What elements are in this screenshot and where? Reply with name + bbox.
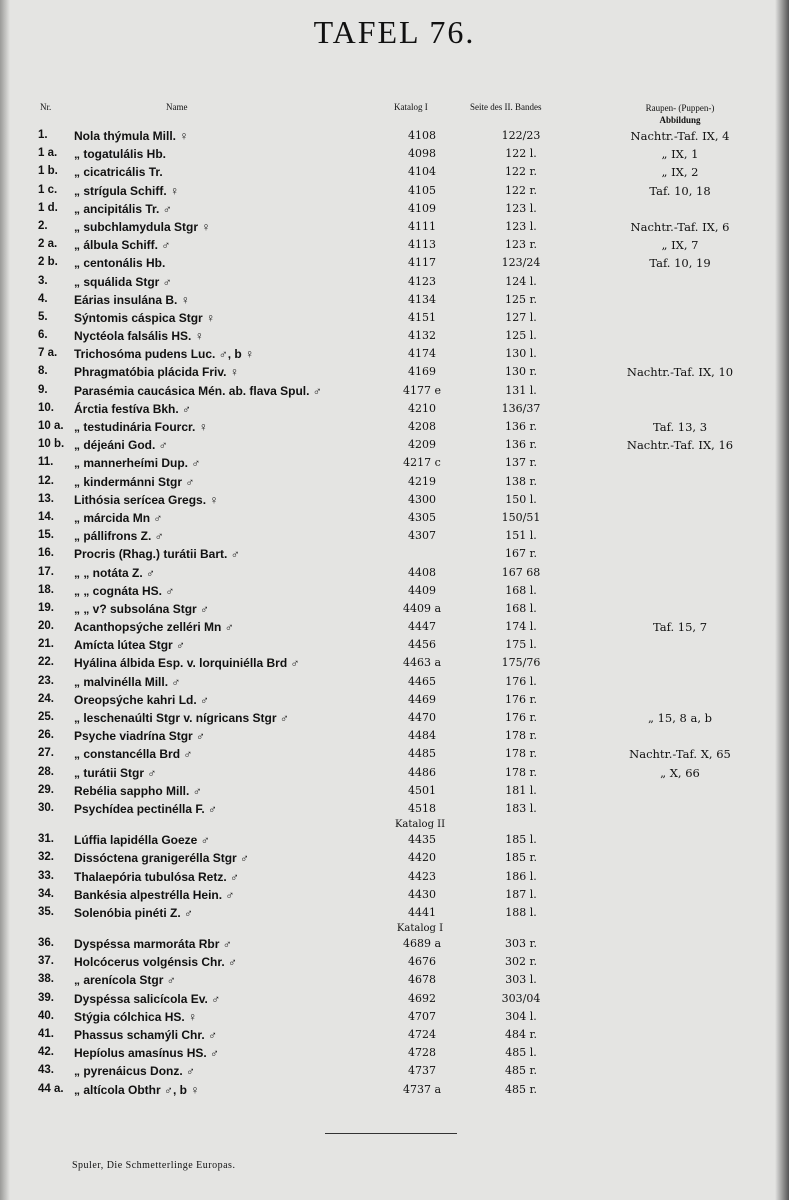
row-number: 1. <box>38 129 48 141</box>
illustration-reference: Taf. 10, 19 <box>649 256 711 271</box>
table-row <box>0 328 789 346</box>
species-name: „ strígula Schiff. ♀ <box>74 183 180 198</box>
table-row <box>0 583 789 601</box>
page-reference: 303 l. <box>505 973 537 987</box>
katalog-number: 4737 a <box>402 1082 442 1096</box>
row-number: 23. <box>38 674 54 687</box>
illustration-reference: Taf. 10, 18 <box>649 183 711 198</box>
species-name: „ togatuláІis Hb. <box>74 147 167 162</box>
page-reference: 123/24 <box>501 256 541 270</box>
table-row <box>0 237 789 255</box>
row-number: 6. <box>38 329 48 342</box>
katalog-number: 4676 <box>408 955 436 969</box>
page-reference: 136/37 <box>501 401 541 415</box>
katalog-number: 4518 <box>408 801 436 815</box>
catalog-subheading <box>0 923 789 936</box>
katalog-number: 4111 <box>408 219 436 233</box>
page-reference: 176 l. <box>505 674 537 688</box>
species-name: Hyálina álbida Esp. v. lorquiniélla Brd ♂ <box>74 656 300 671</box>
table-row <box>0 364 789 382</box>
table-header <box>0 102 789 130</box>
table-row <box>0 492 789 510</box>
katalog-number: 4463 a <box>402 656 442 670</box>
row-number: 26. <box>38 729 54 742</box>
species-name: „ álbula Schiff. ♂ <box>74 238 171 253</box>
katalog-number: 4441 <box>408 905 436 919</box>
species-name: Stýgia cólchica HS. ♀ <box>74 1009 198 1024</box>
row-number: 17. <box>38 565 54 578</box>
species-name: „ cicatricális Tr. <box>74 165 163 180</box>
katalog-number: 4123 <box>408 274 436 288</box>
species-name: Holcócerus volgénsis Chr. ♂ <box>74 955 238 970</box>
table-row <box>0 991 789 1009</box>
katalog-number: 4105 <box>408 183 436 197</box>
species-name: Psychídea pectinélla F. ♂ <box>74 801 218 816</box>
katalog-number: 4132 <box>408 329 436 343</box>
species-name: Nola thýmula Mill. ♀ <box>74 129 189 143</box>
table-row <box>0 292 789 310</box>
table-row <box>0 164 789 182</box>
species-name: Amícta lútea Stgr ♂ <box>74 638 186 653</box>
species-name: Thalaepória tubulósa Retz. ♂ <box>74 869 240 884</box>
katalog-number: 4408 <box>408 565 436 579</box>
page-reference: 168 l. <box>505 601 537 615</box>
katalog-number: 4134 <box>408 292 436 306</box>
katalog-number: 4109 <box>408 201 436 215</box>
table-row <box>0 346 789 364</box>
row-number: 10 a. <box>38 420 64 432</box>
page-reference: 136 r. <box>504 420 538 433</box>
page-reference: 122/23 <box>501 129 541 142</box>
page-reference: 122 r. <box>504 183 538 197</box>
table-row <box>0 783 789 801</box>
species-name: Hepíolus amasínus HS. ♂ <box>74 1046 220 1061</box>
table-row <box>0 692 789 710</box>
row-number: 12. <box>38 474 54 487</box>
katalog-number: 4113 <box>408 238 436 252</box>
katalog-number: 4689 a <box>402 937 442 951</box>
page-reference: 302 r. <box>504 955 538 969</box>
species-name: „ arenícola Stgr ♂ <box>74 973 176 988</box>
species-name: Eárias insulána B. ♀ <box>74 292 190 307</box>
row-number: 1 a. <box>38 147 58 160</box>
page-reference: 168 l. <box>505 583 537 597</box>
page-reference: 484 r. <box>504 1028 538 1041</box>
row-number: 11. <box>38 456 54 469</box>
katalog-number: 4423 <box>408 869 436 883</box>
page-reference: 485 r. <box>504 1082 538 1096</box>
page-reference: 138 r. <box>504 474 538 488</box>
row-number: 32. <box>38 851 54 864</box>
row-number: 14. <box>38 510 54 523</box>
table-row <box>0 437 789 455</box>
row-number: 42. <box>38 1046 54 1059</box>
page-reference: 178 r. <box>504 747 538 761</box>
katalog-number: 4501 <box>408 783 436 797</box>
row-number: 19. <box>38 601 54 614</box>
katalog-number: 4465 <box>408 674 436 688</box>
species-name: „ kindermánni Stgr ♂ <box>74 474 195 489</box>
page-reference: 178 r. <box>504 765 538 779</box>
row-number: 16. <box>38 547 54 560</box>
row-number: 1 d. <box>38 201 58 214</box>
row-number: 39. <box>38 991 54 1004</box>
page-reference: 485 r. <box>504 1064 538 1078</box>
illustration-reference: „ IX, 1 <box>661 147 699 162</box>
katalog-number: 4435 <box>408 833 436 847</box>
species-name: Sýntomis cáspica Stgr ♀ <box>74 310 216 325</box>
katalog-number: 4486 <box>408 765 436 779</box>
page-reference: 123 l. <box>505 201 537 215</box>
page-reference: 136 r. <box>504 438 538 452</box>
table-row <box>0 219 789 237</box>
row-number: 9. <box>38 383 48 396</box>
katalog-number: 4174 <box>408 347 436 361</box>
species-name: „ ancipitális Tr. ♂ <box>74 201 172 216</box>
page-reference: 124 l. <box>505 274 537 288</box>
illustration-reference: Nachtr.-Taf. IX, 10 <box>626 365 734 380</box>
divider-rule <box>325 1133 457 1134</box>
row-number: 38. <box>38 973 54 986</box>
species-name: Parasémia caucásica Mén. ab. flava Spul. ♂ <box>74 383 322 398</box>
species-name: Lithósia serícea Gregs. ♀ <box>74 492 219 507</box>
katalog-number: 4728 <box>408 1046 436 1060</box>
species-name: „ pállifrons Z. ♂ <box>74 529 164 544</box>
row-number: 3. <box>38 274 48 287</box>
table-row <box>0 310 789 328</box>
page-reference: 131 l. <box>505 383 537 397</box>
table-row <box>0 954 789 972</box>
species-name: „ turátii Stgr ♂ <box>74 765 157 780</box>
illustration-reference: Taf. 15, 7 <box>652 620 708 635</box>
katalog-number: 4169 <box>408 365 436 379</box>
page-reference: 122 r. <box>504 165 538 179</box>
page-reference: 127 l. <box>505 310 537 324</box>
row-number: 43. <box>38 1064 54 1077</box>
species-name: Nyctéola falsális HS. ♀ <box>74 329 204 344</box>
page-reference: 167 68 <box>501 565 541 579</box>
page-reference: 185 r. <box>504 851 538 865</box>
illustration-reference: Nachtr.-Taf. IX, 16 <box>626 438 734 453</box>
row-number: 20. <box>38 620 54 633</box>
illustration-reference: „ 15, 8 a, b <box>647 711 713 725</box>
table-row <box>0 801 789 819</box>
illustration-reference: Taf. 13, 3 <box>652 420 708 434</box>
table-row <box>0 746 789 764</box>
row-number: 33. <box>38 869 54 882</box>
katalog-number: 4151 <box>408 310 436 324</box>
row-number: 4. <box>38 292 48 305</box>
table-row <box>0 619 789 637</box>
table-row <box>0 972 789 990</box>
katalog-number: 4724 <box>408 1028 436 1041</box>
page-reference: 151 l. <box>505 529 537 543</box>
katalog-number: 4307 <box>408 529 436 543</box>
table-row <box>0 128 789 146</box>
species-name: Dissóctena granigerélla Stgr ♂ <box>74 851 250 866</box>
page-reference: 176 r. <box>504 692 538 706</box>
katalog-number: 4456 <box>408 638 436 652</box>
species-name: Oreopsýche kahri Ld. ♂ <box>74 692 210 707</box>
table-row <box>0 546 789 564</box>
page-reference: 130 r. <box>504 365 538 379</box>
table-row <box>0 765 789 783</box>
katalog-number: 4219 <box>408 474 436 488</box>
species-name: „ squálida Stgr ♂ <box>74 274 172 289</box>
katalog-number: 4707 <box>408 1009 436 1023</box>
row-number: 10 b. <box>38 438 65 451</box>
species-name: „ márcida Mn ♂ <box>74 510 163 525</box>
table-row <box>0 850 789 868</box>
table-row <box>0 1082 789 1100</box>
table-row <box>0 474 789 492</box>
table-row <box>0 183 789 201</box>
species-name: Solenóbia pinéti Z. ♂ <box>74 905 194 920</box>
table-row <box>0 601 789 619</box>
row-number: 2 b. <box>38 256 58 269</box>
page-reference: 188 l. <box>505 905 537 919</box>
page-reference: 186 l. <box>505 869 537 883</box>
species-name: Rebélia sappho Mill. ♂ <box>74 783 202 798</box>
katalog-number: 4208 <box>408 420 436 433</box>
row-number: 25. <box>38 711 54 723</box>
table-row <box>0 1027 789 1045</box>
page-reference: 175/76 <box>501 656 541 670</box>
header-name: Name <box>166 102 188 112</box>
species-name: „ déjeáni God. ♂ <box>74 438 168 453</box>
page-reference: 122 l. <box>505 147 537 161</box>
row-number: 36. <box>38 937 54 950</box>
row-number: 44 a. <box>38 1082 64 1095</box>
page-reference: 150/51 <box>501 510 541 524</box>
species-name: „ mannerheími Dup. ♂ <box>74 456 201 471</box>
page-reference: 187 l. <box>505 887 537 901</box>
row-number: 37. <box>38 955 54 968</box>
species-name: „ malvinélla Mill. ♂ <box>74 674 181 689</box>
katalog-number: 4470 <box>408 711 436 724</box>
row-number: 30. <box>38 801 54 814</box>
katalog-number: 4104 <box>408 165 436 179</box>
page-reference: 183 l. <box>505 801 537 815</box>
table-row <box>0 528 789 546</box>
species-name: „ pyrenáicus Donz. ♂ <box>74 1064 196 1079</box>
species-name: Psyche viadrína Stgr ♂ <box>74 729 206 744</box>
species-name: Acanthopsýche zelléri Mn ♂ <box>74 620 234 635</box>
row-number: 34. <box>38 887 54 900</box>
katalog-number: 4737 <box>408 1064 436 1078</box>
page-reference: 178 r. <box>504 729 538 743</box>
header-nr: Nr. <box>40 102 52 112</box>
species-name: „ constancélla Brd ♂ <box>74 747 193 762</box>
katalog-number: 4678 <box>408 973 436 987</box>
page-reference: 181 l. <box>505 783 537 797</box>
header-raupen <box>606 102 754 126</box>
table-row <box>0 1045 789 1063</box>
row-number: 27. <box>38 747 54 760</box>
page-reference: 125 r. <box>504 292 538 306</box>
species-name: Dyspéssa marmoráta Rbr ♂ <box>74 937 232 952</box>
table-row <box>0 201 789 219</box>
page-reference: 304 l. <box>505 1009 537 1023</box>
katalog-number: 4430 <box>408 887 436 901</box>
catalog-subheading-label: Katalog I <box>396 923 444 935</box>
row-number: 2. <box>38 219 48 232</box>
katalog-number: 4485 <box>408 747 436 761</box>
page-reference: 175 l. <box>505 638 537 652</box>
table-row <box>0 637 789 655</box>
illustration-reference: „ IX, 7 <box>661 238 699 253</box>
row-number: 24. <box>38 692 54 705</box>
table-row <box>0 1009 789 1027</box>
page-reference: 137 r. <box>504 456 538 470</box>
row-number: 29. <box>38 783 54 796</box>
species-name: Lúffia lapidélla Goeze ♂ <box>74 833 210 848</box>
header-seite: Seite des II. Bandes <box>470 102 542 112</box>
species-name: „ altícola Obthr ♂, b ♀ <box>74 1082 200 1097</box>
page-reference: 185 l. <box>505 833 537 847</box>
page-reference: 123 l. <box>505 219 537 233</box>
species-name: Procris (Rhag.) turátii Bart. ♂ <box>74 547 240 562</box>
header-abbildung: Abbildung <box>659 115 701 125</box>
table-row <box>0 146 789 164</box>
page-reference: 167 r. <box>504 547 538 561</box>
row-number: 1 c. <box>38 183 58 196</box>
species-name: Árctia festíva Bkh. ♂ <box>74 401 192 416</box>
katalog-number: 4409 a <box>402 601 442 615</box>
row-number: 35. <box>38 905 54 918</box>
species-table <box>0 128 789 1100</box>
page-reference: 123 r. <box>504 238 538 252</box>
species-name: „ centonális Hb. <box>74 256 166 271</box>
table-row <box>0 455 789 473</box>
table-row <box>0 869 789 887</box>
species-name: Phassus schamýli Chr. ♂ <box>74 1028 218 1042</box>
katalog-number: 4210 <box>408 401 436 415</box>
row-number: 10. <box>38 401 54 414</box>
row-number: 7 a. <box>38 347 58 360</box>
page-reference: 174 l. <box>505 620 537 634</box>
katalog-number: 4209 <box>408 438 436 452</box>
page-reference: 125 l. <box>505 329 537 343</box>
katalog-number: 4409 <box>408 583 436 597</box>
table-row <box>0 936 789 954</box>
species-name: Dyspéssa salicícola Ev. ♂ <box>74 991 221 1006</box>
table-row <box>0 401 789 419</box>
species-name: Trichosóma pudens Luc. ♂, b ♀ <box>74 347 255 362</box>
table-row <box>0 887 789 905</box>
table-row <box>0 710 789 728</box>
katalog-number: 4420 <box>408 851 436 865</box>
illustration-reference: „ IX, 2 <box>661 165 699 180</box>
row-number: 13. <box>38 492 54 505</box>
row-number: 2 a. <box>38 238 58 251</box>
row-number: 31. <box>38 833 54 846</box>
table-row <box>0 255 789 273</box>
table-row <box>0 905 789 923</box>
row-number: 8. <box>38 365 48 378</box>
table-row <box>0 419 789 437</box>
katalog-number: 4447 <box>408 620 436 634</box>
katalog-number: 4300 <box>408 492 436 506</box>
catalog-subheading <box>0 819 789 832</box>
table-row <box>0 674 789 692</box>
katalog-number: 4217 c <box>403 456 441 470</box>
page-reference: 150 l. <box>505 492 537 506</box>
species-name: „ testudinária Fourcr. ♀ <box>74 420 208 434</box>
species-name: „ „ v? subsolána Stgr ♂ <box>74 601 210 616</box>
species-name: „ „ notáta Z. ♂ <box>74 565 155 580</box>
katalog-number: 4469 <box>408 692 436 706</box>
page-title: TAFEL 76. <box>313 14 476 50</box>
species-name: „ leschenaúlti Stgr v. nígricans Stgr ♂ <box>74 711 289 725</box>
page-reference: 485 l. <box>505 1046 537 1060</box>
katalog-number: 4108 <box>408 129 436 142</box>
species-name: „ subchlamydula Stgr ♀ <box>74 219 211 234</box>
table-row <box>0 832 789 850</box>
katalog-number: 4305 <box>408 510 436 524</box>
katalog-number: 4098 <box>408 147 436 161</box>
katalog-number: 4484 <box>408 729 436 743</box>
row-number: 18. <box>38 583 54 596</box>
page-reference: 176 r. <box>504 711 538 724</box>
table-row <box>0 655 789 673</box>
table-row <box>0 274 789 292</box>
katalog-number: 4177 e <box>402 383 441 397</box>
row-number: 40. <box>38 1009 54 1022</box>
row-number: 15. <box>38 529 54 542</box>
katalog-number: 4692 <box>408 991 436 1005</box>
catalog-subheading-label: Katalog II <box>394 819 446 831</box>
row-number: 22. <box>38 656 54 669</box>
header-raupen-line1: Raupen- (Puppen-) <box>645 103 715 113</box>
illustration-reference: Nachtr.-Taf. IX, 6 <box>630 219 730 234</box>
illustration-reference: „ X, 66 <box>660 765 700 780</box>
katalog-number: 4117 <box>408 256 436 270</box>
table-row <box>0 1063 789 1081</box>
footer-citation: Spuler, Die Schmetterlinge Europas. <box>72 1160 236 1171</box>
table-row <box>0 383 789 401</box>
header-katalog: Katalog I <box>394 102 428 112</box>
page-reference: 303 r. <box>504 937 538 951</box>
page-reference: 303/04 <box>501 991 541 1005</box>
illustration-reference: Nachtr.-Taf. X, 65 <box>629 747 731 762</box>
row-number: 41. <box>38 1028 54 1040</box>
species-name: Phragmatóbia plácida Friv. ♀ <box>74 365 239 380</box>
species-name: „ „ cognáta HS. ♂ <box>74 583 175 598</box>
row-number: 1 b. <box>38 165 58 178</box>
illustration-reference: Nachtr.-Taf. IX, 4 <box>630 129 730 143</box>
table-row <box>0 565 789 583</box>
table-row <box>0 728 789 746</box>
page-reference: 130 l. <box>505 347 537 361</box>
row-number: 28. <box>38 765 54 778</box>
row-number: 21. <box>38 638 54 651</box>
species-name: Bankésia alpestrélla Hein. ♂ <box>74 887 235 902</box>
row-number: 5. <box>38 310 48 323</box>
table-row <box>0 510 789 528</box>
